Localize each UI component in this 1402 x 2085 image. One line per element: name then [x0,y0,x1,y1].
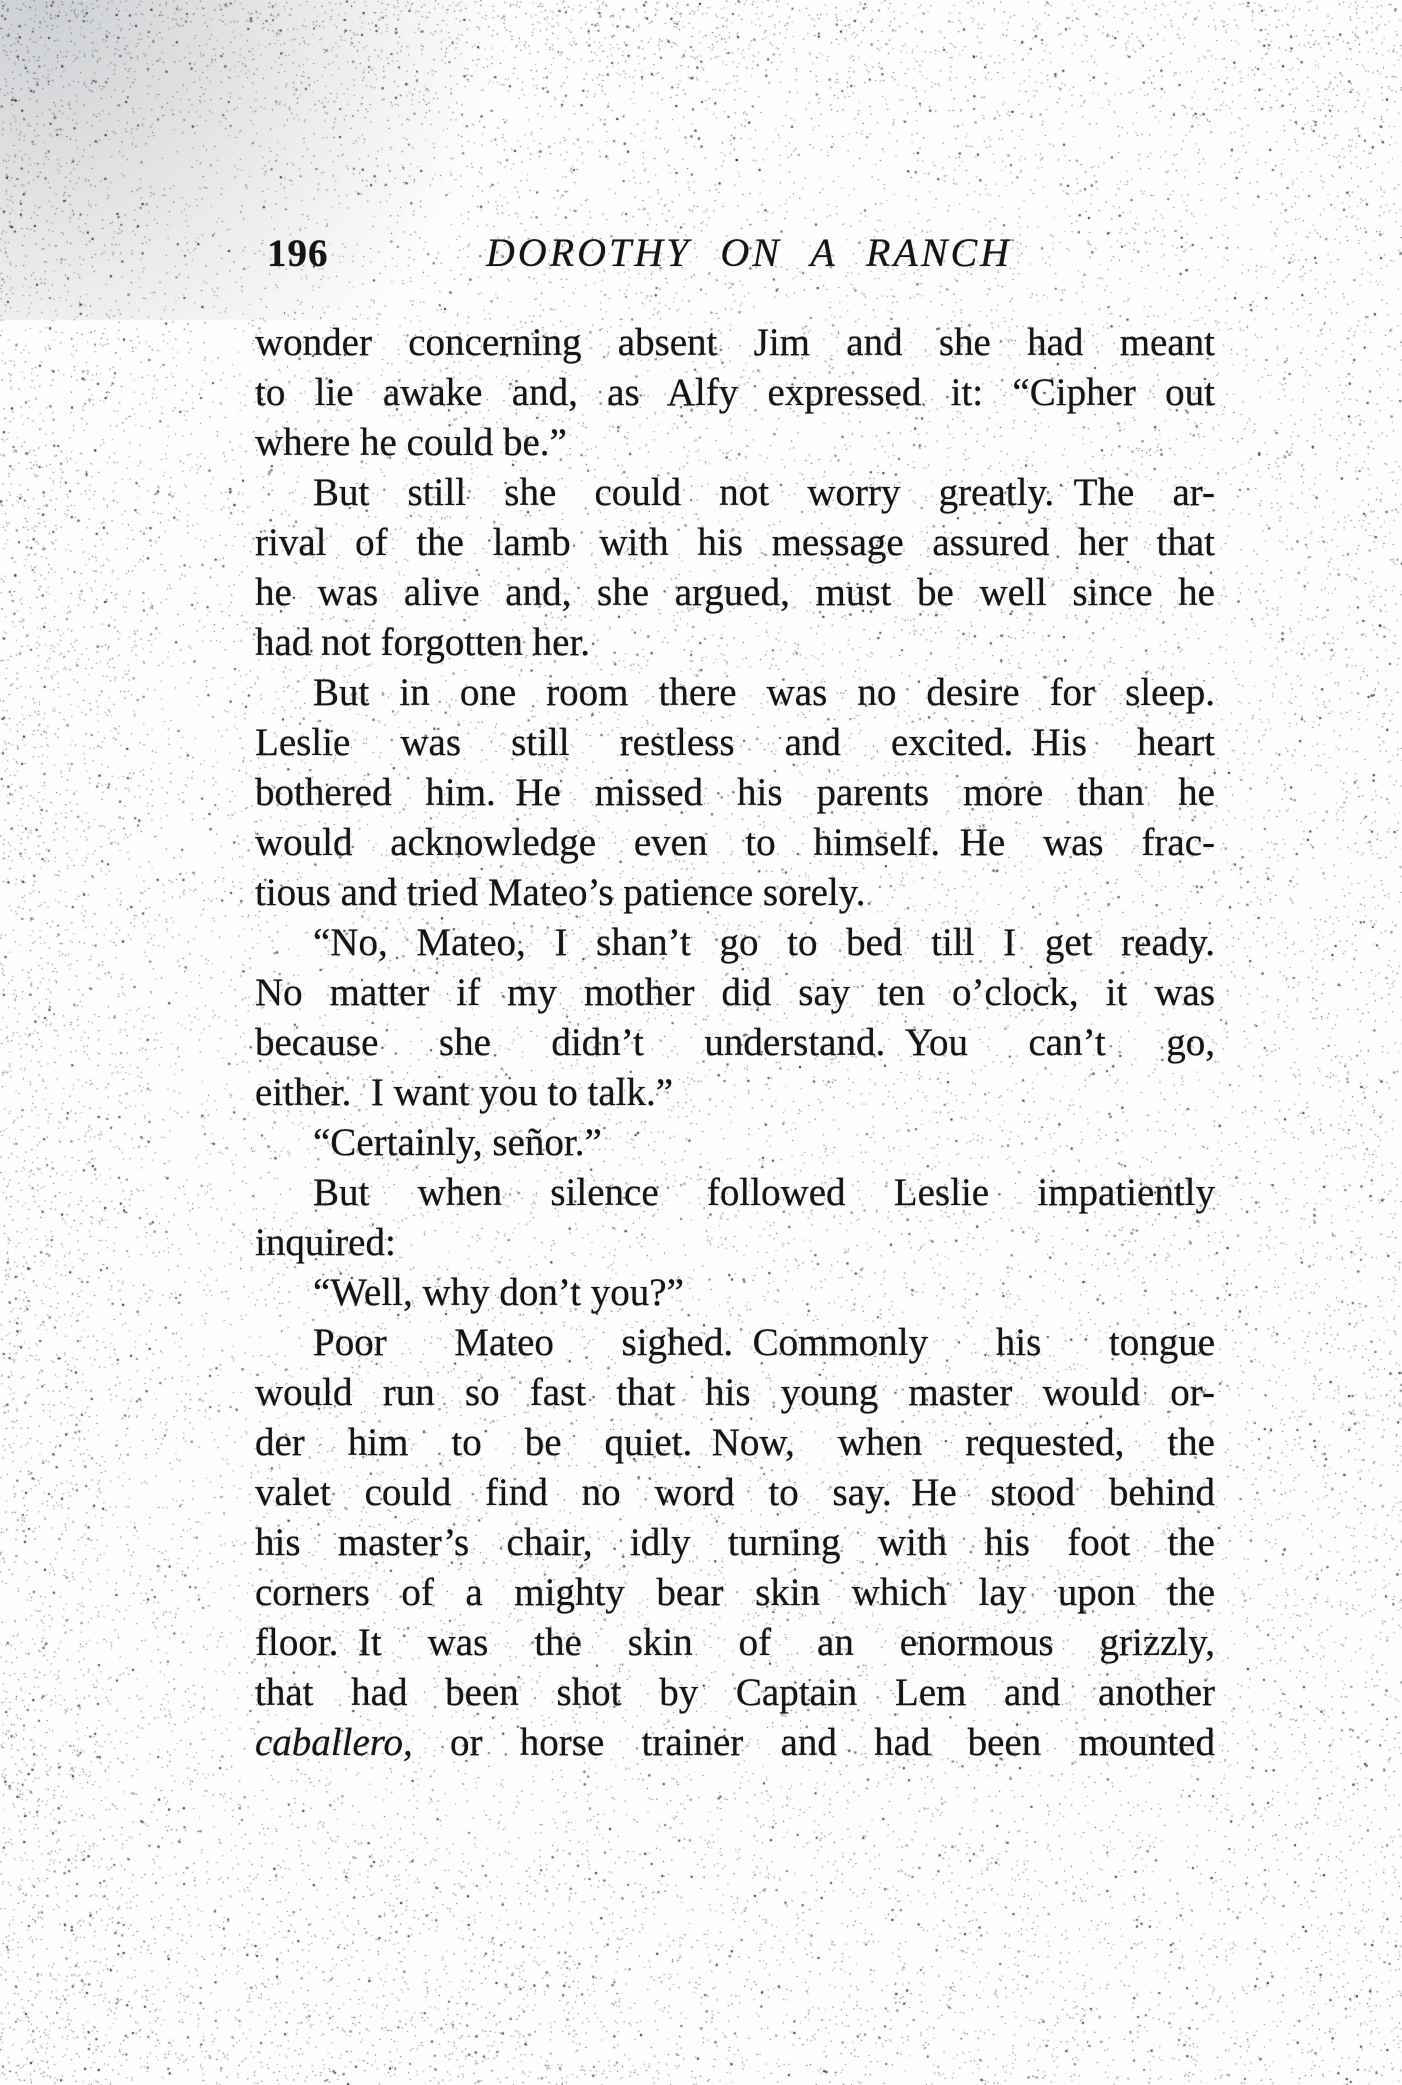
text-line: But still she could not worry greatly. The ar- [313,471,1215,514]
text-line: corners of a mighty bear skin which lay upon the [255,1571,1215,1614]
paragraph [255,668,1215,918]
text-line [255,1718,1215,1768]
text-line: had not forgotten her. [255,621,591,664]
text-line: der him to be quiet. Now, when requested, the [255,1421,1215,1464]
paragraph [255,1268,1215,1318]
page-header [255,229,1215,281]
text-line: his master’s chair, idly turning with his foot the [255,1521,1215,1564]
text-line: rival of the lamb with his message assured her that [255,521,1215,564]
running-title: DOROTHY ON A RANCH [485,230,1013,275]
text-line: Poor Mateo sighed. Commonly his tongue [313,1321,1215,1364]
text-line: he was alive and, she argued, must be well since he [255,571,1215,614]
text-line: would acknowledge even to himself. He was frac- [255,821,1215,864]
text-line: bothered him. He missed his parents more than he [255,771,1215,814]
text-line: But in one room there was no desire for sleep. [313,671,1215,714]
plain-text: or horse trainer and had been mounted [412,1721,1215,1764]
text-line: because she didn’t understand. You can’t go, [255,1021,1215,1064]
text-line: where he could be.” [255,421,567,464]
text-line: “No, Mateo, I shan’t go to bed till I get ready. [313,921,1215,964]
text-line: “Certainly, señor.” [313,1121,602,1164]
paragraph [255,468,1215,668]
text-line: floor. It was the skin of an enormous grizzly, [255,1621,1215,1664]
paragraph [255,1118,1215,1168]
text-line: wonder concerning absent Jim and she had meant [255,321,1215,364]
text-line: to lie awake and, as Alfy expressed it: “Cipher out [255,371,1215,414]
text-line: No matter if my mother did say ten o’clock, it was [255,971,1215,1014]
text-block [255,318,1215,1768]
text-line: But when silence followed Leslie impatiently [313,1171,1215,1214]
paragraph [255,318,1215,468]
text-line: that had been shot by Captain Lem and another [255,1671,1215,1714]
text-line: inquired: [255,1221,396,1264]
paragraph [255,1318,1215,1768]
italic-text: caballero, [255,1721,413,1764]
text-line: either. I want you to talk.” [255,1071,674,1114]
page-number: 196 [267,232,329,275]
paragraph [255,918,1215,1118]
text-line: valet could find no word to say. He stood behind [255,1471,1215,1514]
paragraph [255,1168,1215,1268]
text-line: “Well, why don’t you?” [313,1271,684,1314]
text-line: tious and tried Mateo’s patience sorely. [255,871,866,914]
text-line: would run so fast that his young master would or- [255,1371,1215,1414]
text-line: Leslie was still restless and excited. His heart [255,721,1215,764]
